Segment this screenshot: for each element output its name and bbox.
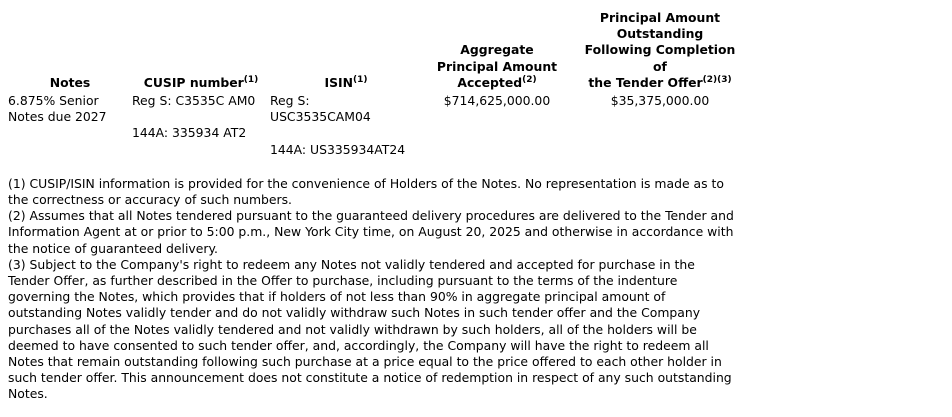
footnote-3: (3) Subject to the Company's right to redeem any Notes not validly tendered and accepted for purchase in the Tender Offer, as further described in the Offer to purchase, including pursuant to the terms of the indenture governing the Notes, which provides that if holders of not less than 90% in aggregate principal amount of outstanding Notes validly tender and do not validly withdraw such Notes in such tender offer and the Company purchases all of the Notes validly tendered and not validly withdrawn by such holders, all of the holders will be deemed to have consented to such tender offer, and, accordingly, the Company will have the right to redeem all Notes that remain outstanding following such purchase at a price equal to the price offered to each other holder in such tender offer. This announcement does not constitute a notice of redemption in respect of any such outstanding Notes. xyxy=(8,256,732,402)
cusip-144a: 144A: 335934 AT2 xyxy=(132,125,247,141)
table-row xyxy=(8,93,748,158)
cell-notes xyxy=(8,93,132,158)
header-outstanding-line5: the Tender Offer xyxy=(588,74,703,90)
header-outstanding-line4: of xyxy=(653,58,667,74)
header-cusip-footnote-ref: (1) xyxy=(243,74,259,85)
outstanding-amount: $35,375,000.00 xyxy=(610,93,710,109)
header-outstanding-footnote-ref: (2)(3) xyxy=(702,74,732,85)
header-aggregate-footnote-ref: (2) xyxy=(522,74,537,85)
cell-outstanding xyxy=(572,93,748,158)
header-notes xyxy=(8,10,132,93)
header-outstanding-line3: Following Completion xyxy=(584,42,736,58)
header-aggregate-line3: Accepted xyxy=(457,74,523,90)
header-isin xyxy=(270,10,422,93)
header-notes-label: Notes xyxy=(49,74,91,90)
notes-name-line2: Notes due 2027 xyxy=(8,109,107,125)
isin-144a: 144A: US335934AT24 xyxy=(270,141,406,157)
table-header-row xyxy=(8,10,748,93)
header-aggregate-line2: Principal Amount xyxy=(436,58,558,74)
cusip-reg-s: Reg S: C3535C AM0 xyxy=(132,93,256,109)
header-isin-label: ISIN xyxy=(324,74,353,90)
header-outstanding-line2: Outstanding xyxy=(616,26,704,42)
footnotes xyxy=(8,176,738,403)
cell-isin xyxy=(270,93,422,158)
header-isin-footnote-ref: (1) xyxy=(353,74,368,85)
header-aggregate-line1: Aggregate xyxy=(460,42,534,58)
header-cusip xyxy=(132,10,270,93)
header-outstanding xyxy=(572,10,748,93)
cell-cusip xyxy=(132,93,270,158)
notes-name-line1: 6.875% Senior xyxy=(8,93,99,109)
footnote-2: (2) Assumes that all Notes tendered pursuant to the guaranteed delivery procedures are delivered to the Tender and Information Agent at or prior to 5:00 p.m., New York City time, on August 20, 2025 and otherwise in accordance with the notice of guaranteed delivery. xyxy=(8,208,734,256)
tender-offer-document xyxy=(8,10,748,403)
footnote-1: (1) CUSIP/ISIN information is provided for the convenience of Holders of the Notes. No representation is made as to the correctness or accuracy of such numbers. xyxy=(8,175,724,208)
header-cusip-label: CUSIP number xyxy=(143,74,244,90)
isin-reg-s-value: USC3535CAM04 xyxy=(270,109,371,125)
tender-offer-table xyxy=(8,10,748,158)
header-aggregate-accepted xyxy=(422,10,572,93)
cell-aggregate-accepted xyxy=(422,93,572,158)
isin-reg-s-label: Reg S: xyxy=(270,93,310,109)
header-outstanding-line1: Principal Amount xyxy=(599,10,721,25)
aggregate-accepted-amount: $714,625,000.00 xyxy=(443,93,551,109)
